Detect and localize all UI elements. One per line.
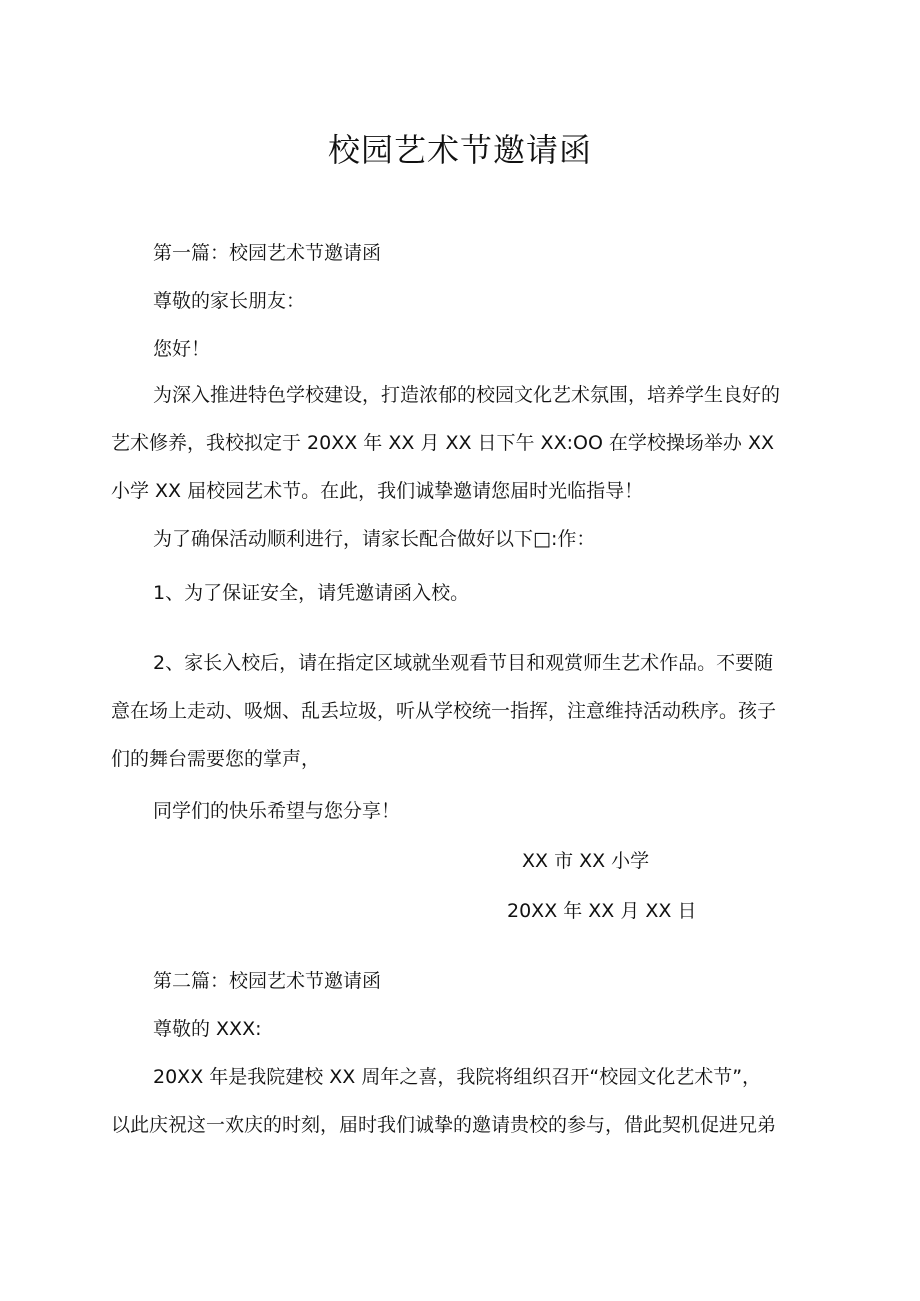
section1-para1-line1: 为深入推进特色学校建设，打造浓郁的校园文化艺术氛围，培养学生良好的 xyxy=(153,384,781,406)
section2-heading: 第二篇：校园艺术节邀请函 xyxy=(153,970,382,992)
section2-salutation: 尊敬的 XXX: xyxy=(153,1018,262,1040)
section1-heading: 第一篇：校园艺术节邀请函 xyxy=(153,242,382,264)
section1-para1-line2: 艺术修养，我校拟定于 20XX 年 XX 月 XX 日下午 XX:OO 在学校操场举办 XX xyxy=(111,432,775,454)
section2-para1-line1: 20XX 年是我院建校 XX 周年之喜，我院将组织召开“校园文化艺术节”， xyxy=(153,1066,762,1088)
section1-closing: 同学们的快乐希望与您分享！ xyxy=(153,800,401,822)
section1-item2-line1: 2、家长入校后，请在指定区域就坐观看节目和观赏师生艺术作品。不要随 xyxy=(153,652,774,674)
section1-para1-line3: 小学 XX 届校园艺术节。在此，我们诚挚邀请您届时光临指导！ xyxy=(111,480,644,502)
section1-signature-org: XX 市 XX 小学 xyxy=(522,850,650,872)
section1-signature-date: 20XX 年 XX 月 XX 日 xyxy=(507,900,697,922)
section1-item2-line3: 们的舞台需要您的掌声， xyxy=(111,748,321,770)
document-title: 校园艺术节邀请函 xyxy=(327,131,592,169)
section1-item1: 1、为了保证安全，请凭邀请函入校。 xyxy=(153,582,470,604)
section1-para2: 为了确保活动顺利进行，请家长配合做好以下□:作： xyxy=(153,528,596,550)
section1-greeting: 您好！ xyxy=(153,338,211,360)
section1-item2-line2: 意在场上走动、吸烟、乱丢垃圾，听从学校统一指挥，注意维持活动秩序。孩子 xyxy=(111,700,777,722)
section2-para1-line2: 以此庆祝这一欢庆的时刻，届时我们诚挚的邀请贵校的参与，借此契机促进兄弟 xyxy=(111,1114,777,1136)
section1-salutation: 尊敬的家长朋友： xyxy=(153,290,306,312)
